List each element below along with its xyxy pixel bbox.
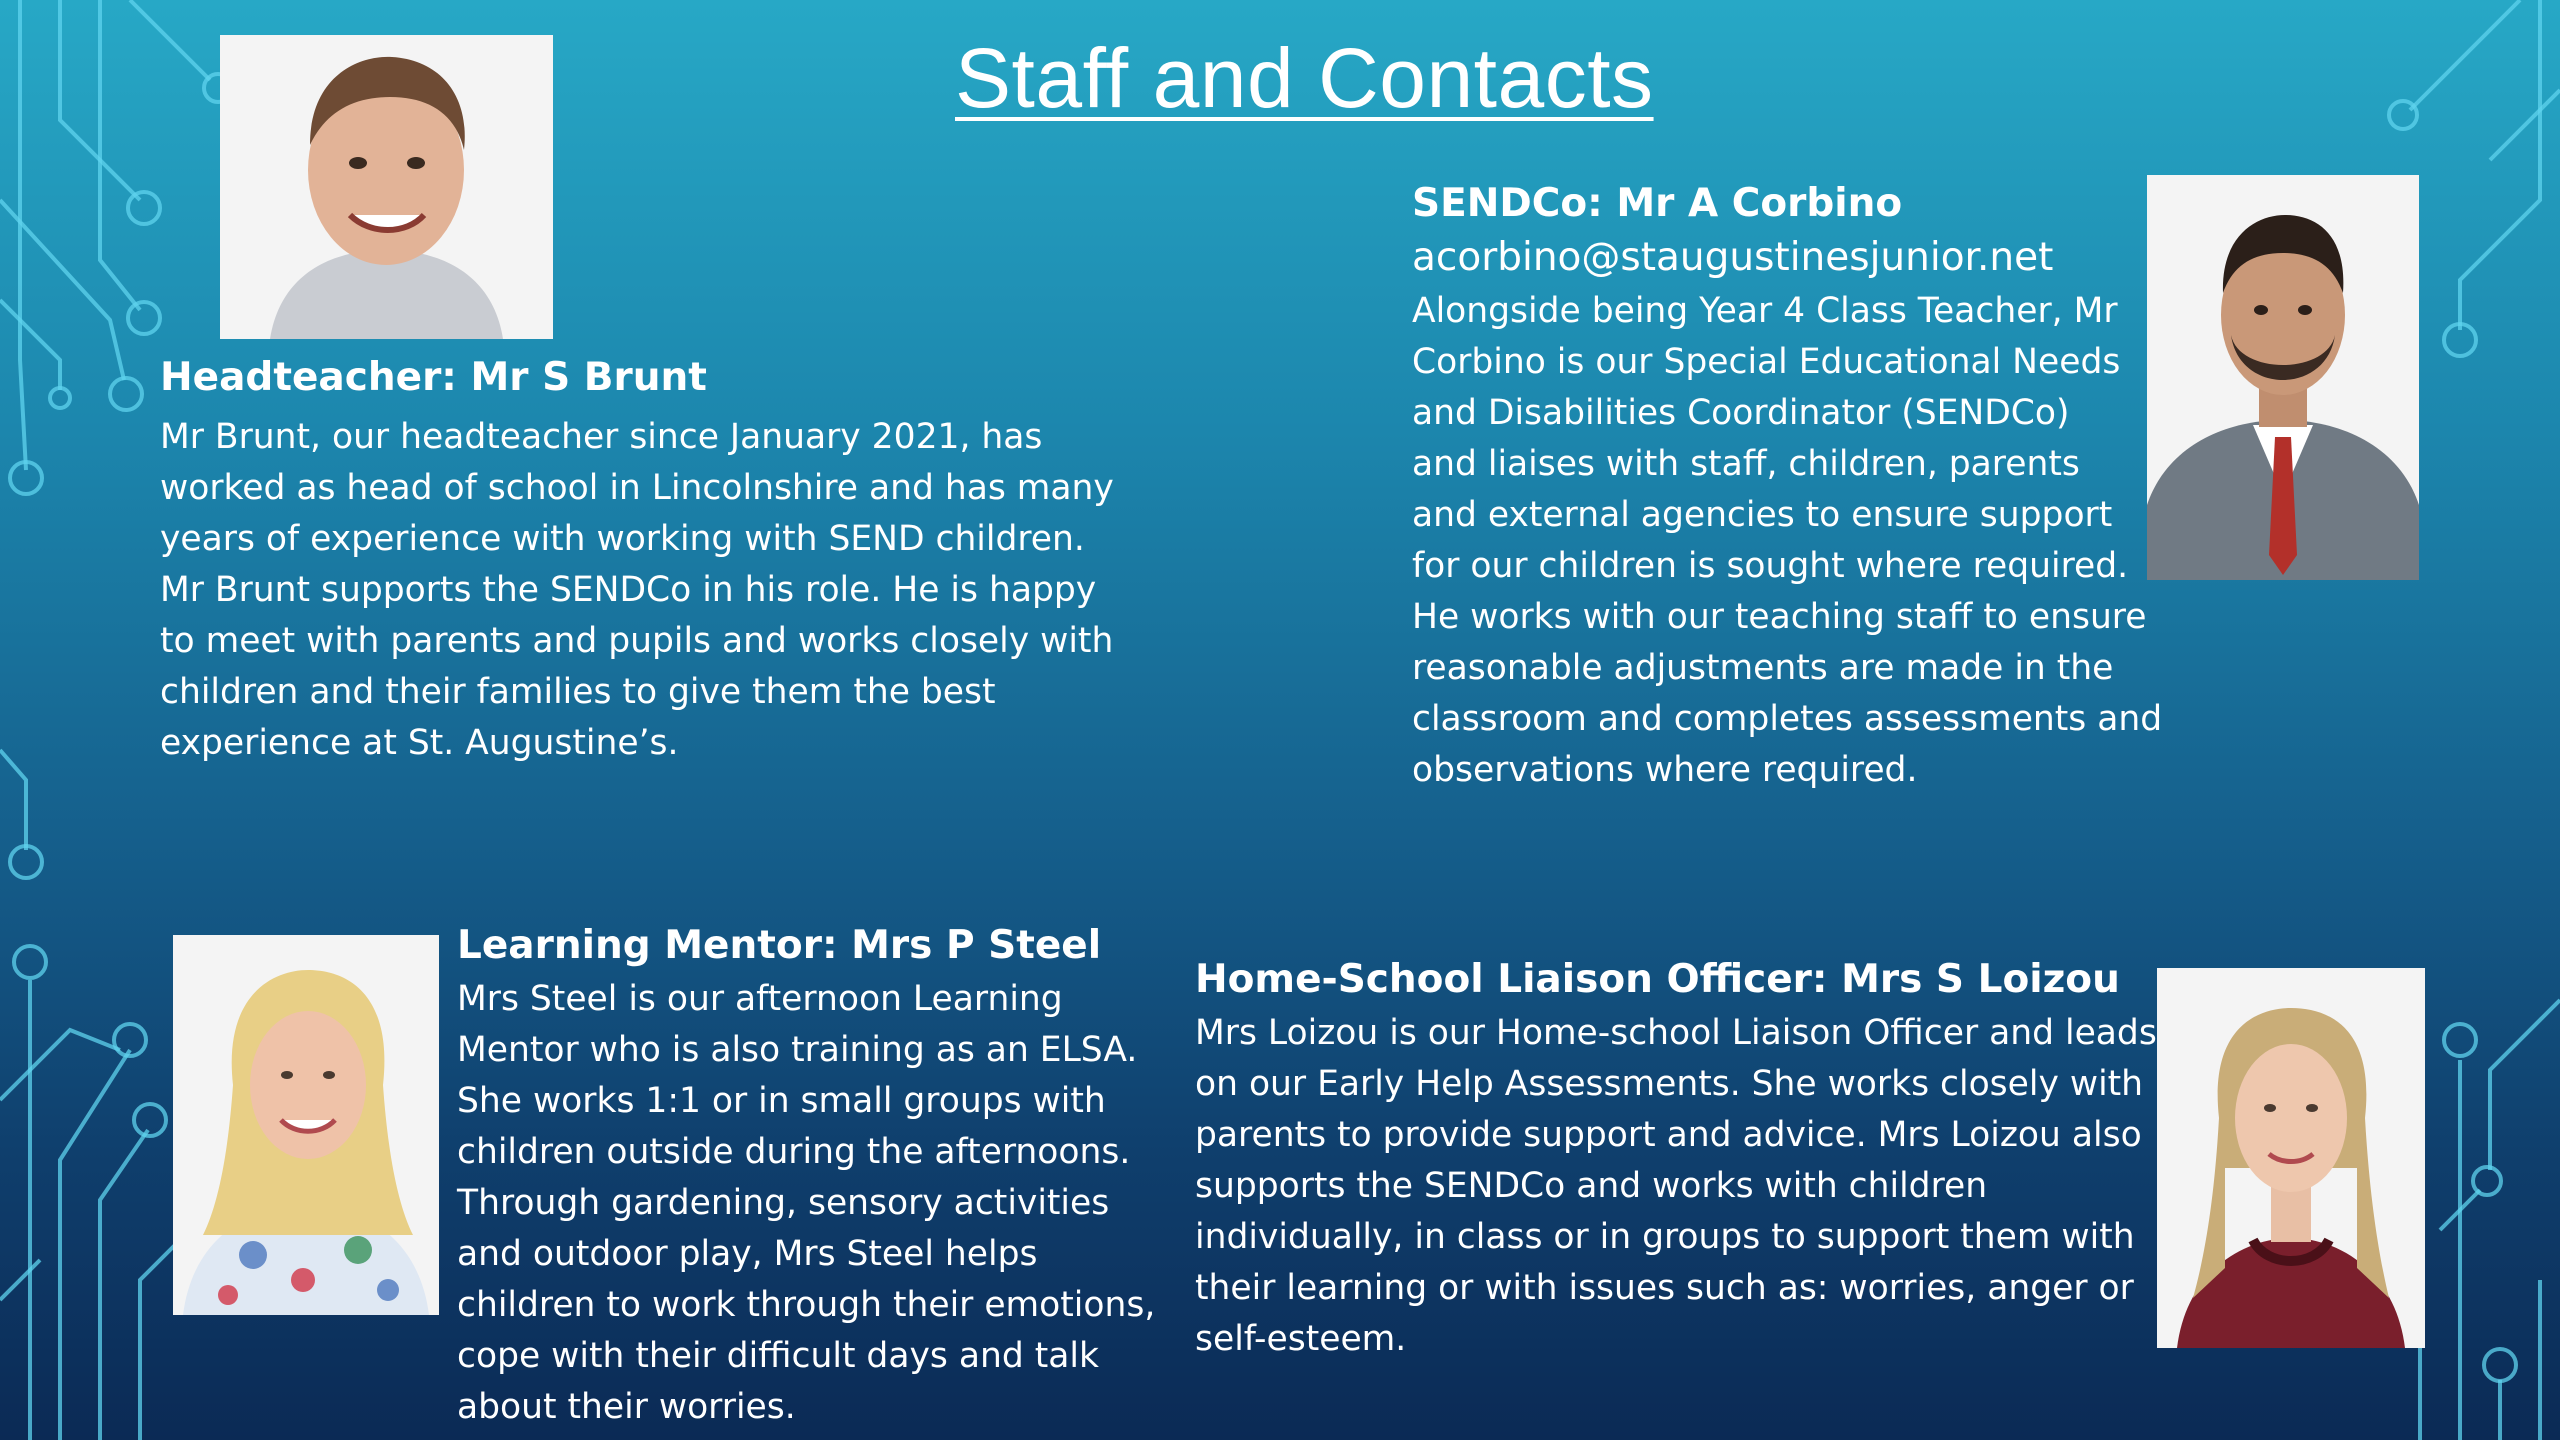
desc-line: and external agencies to ensure support [1412,495,2113,535]
desc-line: supports the SENDCo and works with children [1195,1166,1988,1206]
liaison-officer-role: Home-School Liaison Officer: Mrs S Loizou [1195,957,2120,1002]
desc-line: about their worries. [457,1387,796,1427]
desc-line: He works with our teaching staff to ensure [1412,597,2147,637]
sendco-photo [2147,175,2419,580]
desc-line: children outside during the afternoons. [457,1132,1131,1172]
liaison-officer-desc [1195,1008,2157,1365]
desc-line: Mentor who is also training as an ELSA. [457,1030,1138,1070]
desc-line: worked as head of school in Lincolnshire and has many [160,468,1114,508]
liaison-officer-photo-icon [2157,968,2425,1348]
sendco-role: SENDCo: Mr A Corbino [1412,181,1903,226]
desc-line: Corbino is our Special Educational Needs [1412,342,2121,382]
desc-line: Mr Brunt, our headteacher since January 2021, has [160,417,1043,457]
liaison-officer-section [1195,954,2157,1365]
sendco-desc [1412,286,2162,796]
learning-mentor-role: Learning Mentor: Mrs P Steel [457,923,1102,968]
desc-line: Alongside being Year 4 Class Teacher, Mr [1412,291,2118,331]
headteacher-section [160,352,1114,769]
desc-line: She works 1:1 or in small groups with [457,1081,1106,1121]
desc-line: Mrs Steel is our afternoon Learning [457,979,1063,1019]
learning-mentor-desc [457,974,1155,1433]
desc-line: Mr Brunt supports the SENDCo in his role. He is happy [160,570,1097,610]
desc-line: self-esteem. [1195,1319,1407,1359]
desc-line: observations where required. [1412,750,1918,790]
desc-line: years of experience with working with SEND children. [160,519,1085,559]
desc-line: children and their families to give them the best [160,672,996,712]
desc-line: reasonable adjustments are made in the [1412,648,2114,688]
learning-mentor-photo-icon [173,935,439,1315]
headteacher-photo [220,35,553,339]
sendco-section [1412,178,2162,796]
desc-line: individually, in class or in groups to support them with [1195,1217,2135,1257]
desc-line: to meet with parents and pupils and works closely with [160,621,1114,661]
desc-line: parents to provide support and advice. Mrs Loizou also [1195,1115,2142,1155]
sendco-email[interactable]: acorbino@staugustinesjunior.net [1412,235,2054,280]
desc-line: classroom and completes assessments and [1412,699,2163,739]
desc-line: experience at St. Augustine’s. [160,723,679,763]
learning-mentor-photo [173,935,439,1315]
desc-line: and Disabilities Coordinator (SENDCo) [1412,393,2070,433]
desc-line: on our Early Help Assessments. She works closely with [1195,1064,2144,1104]
desc-line: their learning or with issues such as: worries, anger or [1195,1268,2134,1308]
sendco-photo-icon [2147,175,2419,580]
liaison-officer-photo [2157,968,2425,1348]
slide-title: Staff and Contacts [955,31,1654,125]
headteacher-role: Headteacher: Mr S Brunt [160,355,707,400]
headteacher-photo-icon [220,35,553,339]
learning-mentor-section [457,920,1155,1433]
desc-line: and liaises with staff, children, parents [1412,444,2080,484]
headteacher-desc [160,412,1114,769]
desc-line: and outdoor play, Mrs Steel helps [457,1234,1038,1274]
desc-line: cope with their difficult days and talk [457,1336,1099,1376]
desc-line: children to work through their emotions, [457,1285,1156,1325]
desc-line: Through gardening, sensory activities [457,1183,1110,1223]
desc-line: for our children is sought where required. [1412,546,2129,586]
desc-line: Mrs Loizou is our Home-school Liaison Officer and leads [1195,1013,2157,1053]
